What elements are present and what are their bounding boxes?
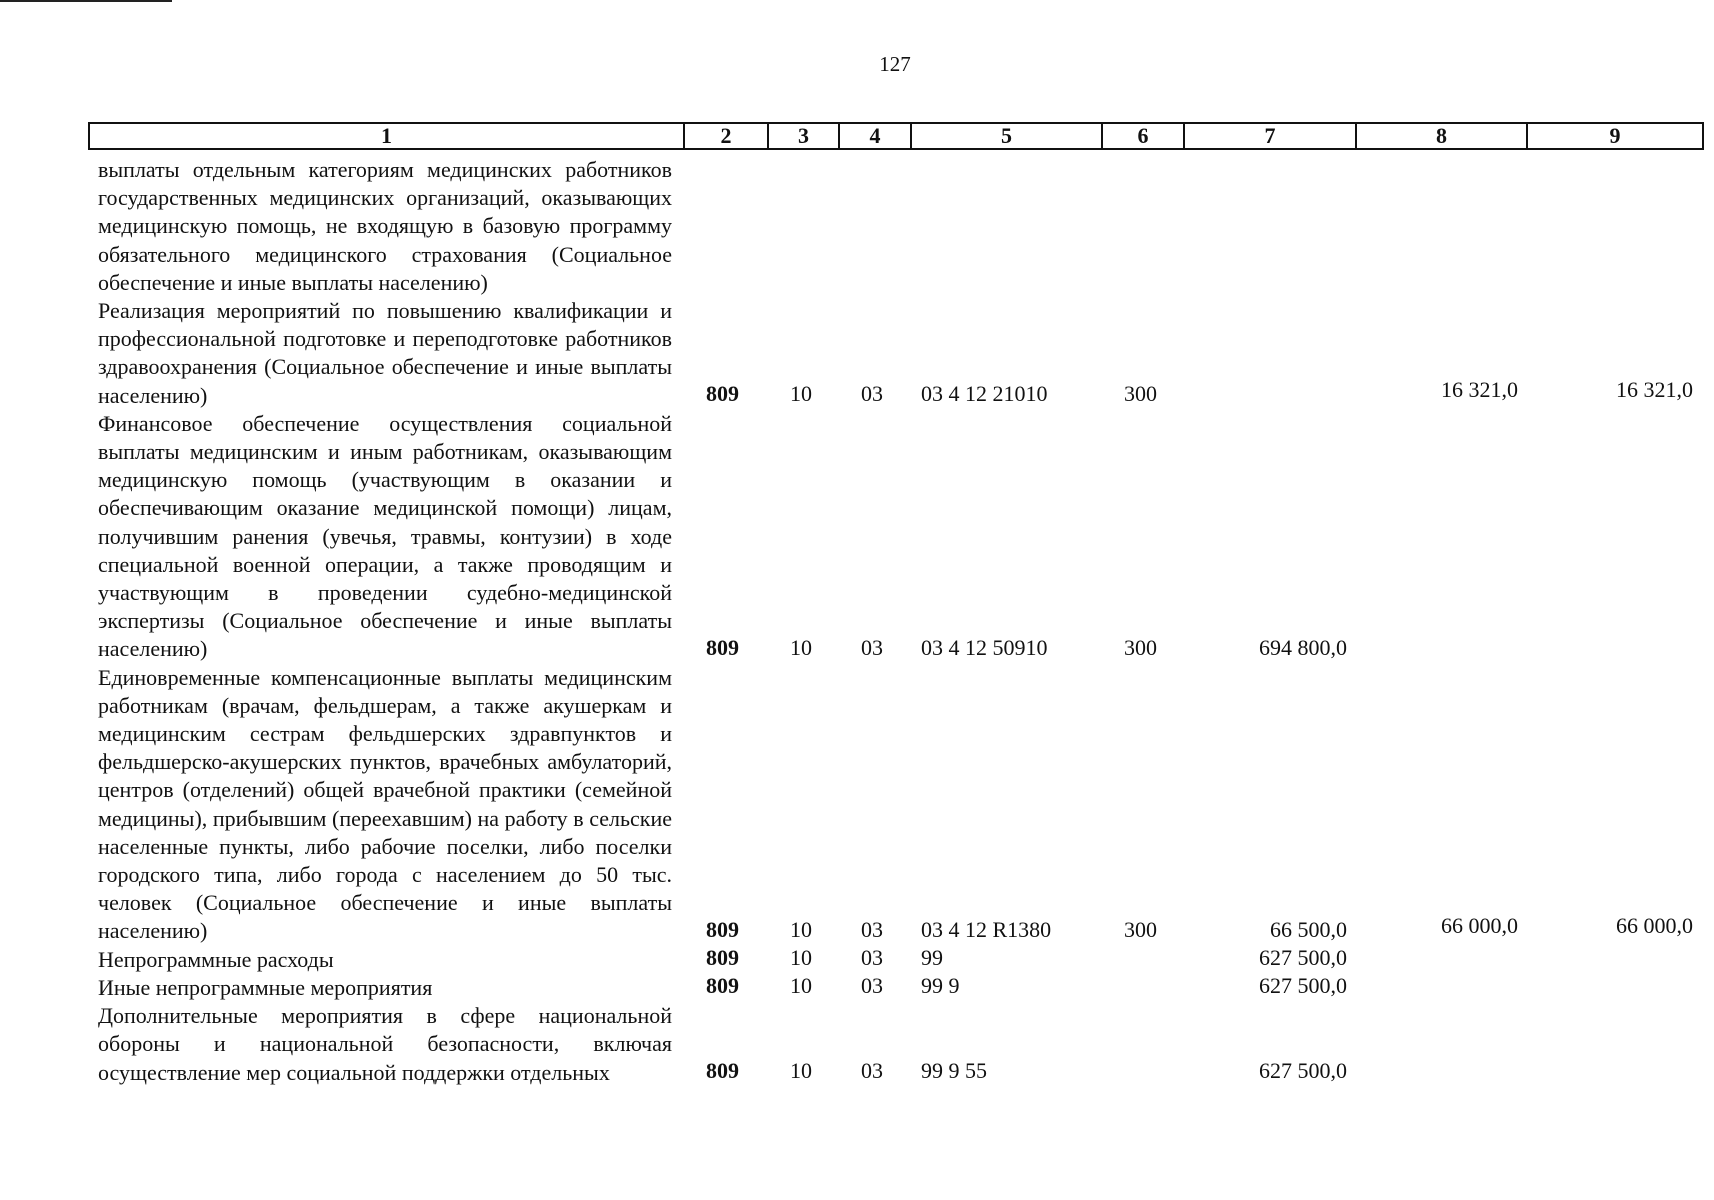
row-description: Реализация мероприятий по повышению квалификации и профессиональной подготовке и переподготовке работников здравоохранения (Социальное обеспечение и иные выплаты населению) [98, 298, 672, 408]
row-description: Дополнительные мероприятия в сфере национальной обороны и национальной безопасности, включая осуществление мер социальной поддержки отдельных [98, 1003, 672, 1085]
cell-csr: 99 [921, 944, 943, 970]
cell-vr: 300 [1124, 634, 1157, 660]
table-row [0, 974, 1714, 1002]
cell-amount-7: 627 500,0 [1259, 1057, 1347, 1083]
cell-amount-7: 627 500,0 [1259, 944, 1347, 970]
cell-ved: 809 [706, 916, 739, 942]
column-header-2: 2 [684, 123, 768, 149]
cell-pr: 03 [861, 973, 883, 999]
cell-csr: 99 9 55 [921, 1057, 987, 1083]
table-row [0, 410, 1714, 664]
column-header-6: 6 [1102, 123, 1184, 149]
cell-vr: 300 [1124, 916, 1157, 942]
row-description: Иные непрограммные мероприятия [98, 974, 433, 1000]
page-number: 127 [879, 52, 911, 76]
table-row [0, 156, 1714, 297]
cell-amount-7: 627 500,0 [1259, 973, 1347, 999]
row-description: Финансовое обеспечение осуществления социальной выплаты медицинским и иным работникам, оказывающим медицинскую помощь (участвующим в оказании и обеспечивающим оказание медицинской помощи) лицам, получившим ранения (увечья, травмы, контузии) в ходе специальной военной операции, а также проводящим и участвующим в проведении судебно-медицинской экспертизы (Социальное обеспечение и иные выплаты населению) [98, 410, 672, 662]
cell-pr: 03 [861, 1057, 883, 1083]
cell-ved: 809 [706, 944, 739, 970]
cell-csr: 03 4 12 R1380 [921, 916, 1052, 942]
table-row [0, 946, 1714, 974]
cell-rz: 10 [790, 916, 812, 942]
column-header-4: 4 [839, 123, 911, 149]
cell-amount-7: 66 500,0 [1270, 916, 1347, 942]
table-body [0, 156, 1714, 1087]
cell-csr: 99 9 [921, 973, 960, 999]
cell-rz: 10 [790, 944, 812, 970]
cell-amount-8: 16 321,0 [1441, 376, 1518, 402]
cell-pr: 03 [861, 634, 883, 660]
row-description: Единовременные компенсационные выплаты медицинским работникам (врачам, фельдшерам, а также акушеркам и медицинским сестрам фельдшерских здравпунктов и фельдшерско-акушерских пунктов, врачебных амбулаторий, центров (отделений) общей врачебной практики (семейной медицины), прибывшим (переехавшим) на работу в сельские населенные пункты, либо рабочие поселки, либо поселки городского типа, либо города с населением до 50 тыс. человек (Социальное обеспечение и иные выплаты населению) [98, 664, 672, 944]
column-header-row [89, 123, 1703, 149]
cell-ved: 809 [706, 380, 739, 406]
cell-ved: 809 [706, 634, 739, 660]
column-header-5: 5 [911, 123, 1102, 149]
cell-amount-9: 16 321,0 [1616, 376, 1693, 402]
cell-rz: 10 [790, 380, 812, 406]
cell-rz: 10 [790, 634, 812, 660]
scan-edge-line [0, 0, 172, 2]
column-header-table [88, 122, 1704, 150]
column-header-8: 8 [1356, 123, 1527, 149]
row-description: Непрограммные расходы [98, 946, 334, 972]
cell-amount-9: 66 000,0 [1616, 912, 1693, 938]
table-row [0, 297, 1714, 410]
table-row [0, 664, 1714, 946]
table-row [0, 1002, 1714, 1087]
cell-amount-7: 694 800,0 [1259, 634, 1347, 660]
column-header-1: 1 [89, 123, 684, 149]
cell-vr: 300 [1124, 380, 1157, 406]
cell-pr: 03 [861, 944, 883, 970]
cell-csr: 03 4 12 21010 [921, 380, 1048, 406]
column-header-9: 9 [1527, 123, 1703, 149]
cell-rz: 10 [790, 973, 812, 999]
column-header-7: 7 [1184, 123, 1356, 149]
cell-ved: 809 [706, 973, 739, 999]
row-description: выплаты отдельным категориям медицинских работников государственных медицинских организаций, оказывающих медицинскую помощь, не входящую в базовую программу обязательного медицинского страхования (Социальное обеспечение и иные выплаты населению) [98, 157, 672, 295]
cell-amount-8: 66 000,0 [1441, 912, 1518, 938]
cell-rz: 10 [790, 1057, 812, 1083]
column-header-3: 3 [768, 123, 839, 149]
cell-ved: 809 [706, 1057, 739, 1083]
cell-pr: 03 [861, 916, 883, 942]
cell-pr: 03 [861, 380, 883, 406]
cell-csr: 03 4 12 50910 [921, 634, 1048, 660]
